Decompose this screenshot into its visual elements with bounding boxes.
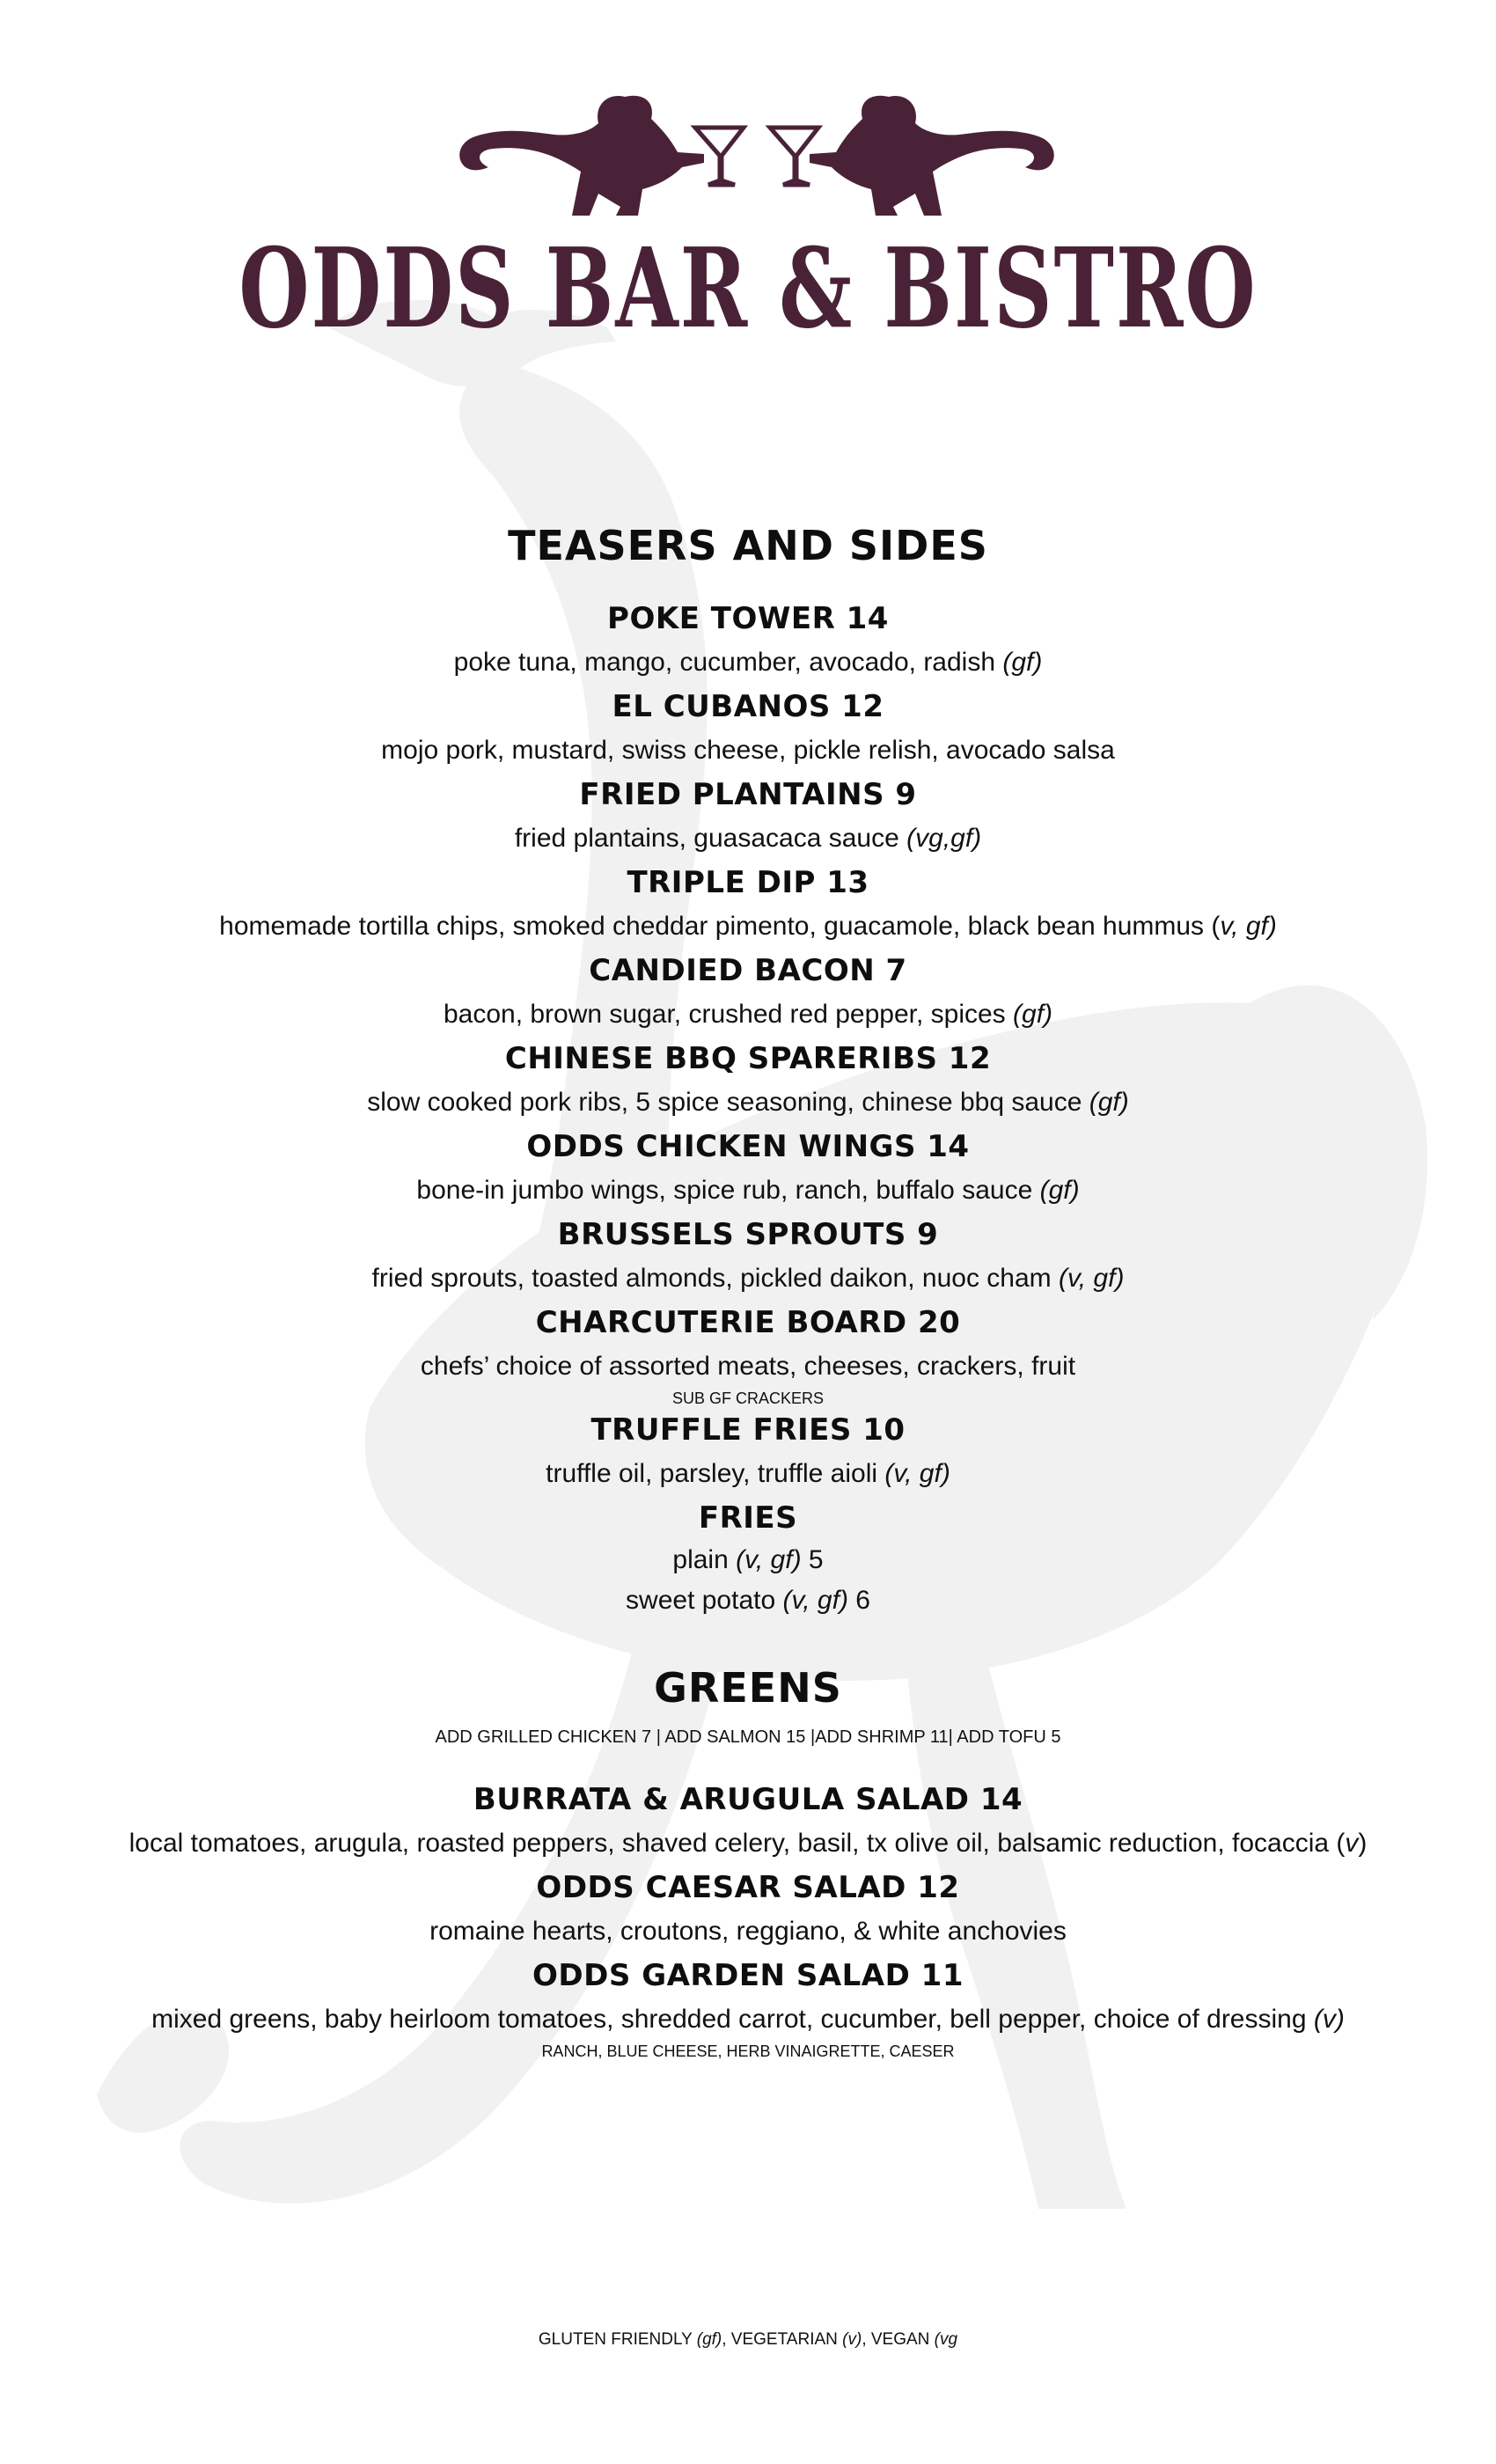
menu-item xyxy=(0,1301,1496,1408)
item-description: bacon, brown sugar, crushed red pepper, spices (gf) xyxy=(443,1000,1053,1029)
menu-item xyxy=(0,949,1496,1037)
item-description: truffle oil, parsley, truffle aioli (v, gf) xyxy=(546,1459,950,1488)
item-description: local tomatoes, arugula, roasted peppers, shaved celery, basil, tx olive oil, balsamic reduction, focaccia (v) xyxy=(128,1829,1368,1858)
item-name: ODDS GARDEN SALAD 11 xyxy=(532,1958,964,1993)
item-description: mixed greens, baby heirloom tomatoes, shredded carrot, cucumber, bell pepper, choice of dressing (v) xyxy=(151,2005,1345,2034)
menu-item xyxy=(0,1778,1496,1866)
menu-item xyxy=(0,861,1496,949)
menu-content xyxy=(0,510,1496,2061)
item-description: fried sprouts, toasted almonds, pickled daikon, nuoc cham (v, gf) xyxy=(371,1264,1125,1293)
menu-item xyxy=(0,1213,1496,1301)
teasers-section xyxy=(0,510,1496,1621)
item-name: FRIES xyxy=(698,1500,798,1536)
price: 5 xyxy=(801,1545,824,1574)
menu-item xyxy=(0,1408,1496,1496)
menu-item xyxy=(0,1037,1496,1125)
item-description: bone-in jumbo wings, spice rub, ranch, buffalo sauce (gf) xyxy=(416,1176,1080,1205)
greens-section xyxy=(0,1653,1496,2061)
section-title-teasers: TEASERS AND SIDES xyxy=(508,522,988,569)
fries-option: sweet potato (v, gf) 6 xyxy=(626,1586,870,1615)
diet-legend-footer: GLUTEN FRIENDLY (gf), VEGETARIAN (v), VEGAN (vg xyxy=(538,2330,958,2349)
item-name: TRUFFLE FRIES 10 xyxy=(590,1412,906,1448)
diet-tag: (v) xyxy=(1313,2005,1345,2034)
item-name: FRIED PLANTAINS 9 xyxy=(579,777,917,812)
item-name: EL CUBANOS 12 xyxy=(612,689,884,724)
item-description: homemade tortilla chips, smoked cheddar pimento, guacamole, black bean hummus (v, gf) xyxy=(219,912,1277,941)
diet-tag: (gf) xyxy=(1039,1176,1080,1205)
item-description: poke tuna, mango, cucumber, avocado, radish (gf) xyxy=(453,648,1043,677)
diet-tag: (v, gf) xyxy=(782,1586,848,1615)
section-title-greens: GREENS xyxy=(654,1664,842,1712)
item-name: CHARCUTERIE BOARD 20 xyxy=(535,1305,961,1340)
item-name: CHINESE BBQ SPARERIBS 12 xyxy=(504,1041,992,1076)
diet-tag: (v, gf) xyxy=(1058,1264,1125,1293)
menu-item xyxy=(0,1125,1496,1213)
diet-tag: (gf) xyxy=(1013,1000,1053,1029)
item-description: slow cooked pork ribs, 5 spice seasoning, chinese bbq sauce (gf) xyxy=(367,1088,1129,1117)
diet-tag: v xyxy=(1345,1829,1359,1858)
menu-item xyxy=(0,597,1496,685)
diet-tag: (gf) xyxy=(1002,648,1043,677)
price: 6 xyxy=(847,1586,870,1615)
item-description: chefs’ choice of assorted meats, cheeses, crackers, fruit xyxy=(420,1352,1076,1381)
item-description: fried plantains, guasacaca sauce (vg,gf) xyxy=(514,824,982,853)
diet-tag: v, gf) xyxy=(1220,912,1277,941)
diet-tag: (v, gf) xyxy=(736,1545,802,1574)
item-note: SUB GF CRACKERS xyxy=(671,1390,825,1407)
item-note: RANCH, BLUE CHEESE, HERB VINAIGRETTE, CAESER xyxy=(541,2042,955,2060)
item-description: mojo pork, mustard, swiss cheese, pickle relish, avocado salsa xyxy=(381,736,1115,765)
item-name: POKE TOWER 14 xyxy=(607,601,889,636)
item-name: BURRATA & ARUGULA SALAD 14 xyxy=(473,1782,1023,1817)
item-description: romaine hearts, croutons, reggiano, & white anchovies xyxy=(429,1917,1067,1946)
menu-item xyxy=(0,1954,1496,2061)
menu-item-fries xyxy=(0,1496,1496,1621)
diet-tag: (gf) xyxy=(1089,1088,1129,1117)
add-ons-note: ADD GRILLED CHICKEN 7 | ADD SALMON 15 |ADD SHRIMP 11| ADD TOFU 5 xyxy=(435,1727,1061,1747)
menu-item xyxy=(0,773,1496,861)
brand-name: ODDS BAR & BISTRO xyxy=(238,224,1258,353)
diet-tag: (vg,gf) xyxy=(906,824,982,853)
item-name: ODDS CHICKEN WINGS 14 xyxy=(526,1129,970,1164)
item-name: ODDS CAESAR SALAD 12 xyxy=(536,1870,960,1905)
item-name: TRIPLE DIP 13 xyxy=(627,865,869,900)
item-name: CANDIED BACON 7 xyxy=(589,953,907,988)
diet-tag: (v, gf) xyxy=(884,1459,950,1488)
fries-option: plain (v, gf) 5 xyxy=(672,1545,824,1574)
menu-item xyxy=(0,1866,1496,1954)
menu-item xyxy=(0,685,1496,773)
item-name: BRUSSELS SPROUTS 9 xyxy=(557,1217,939,1252)
